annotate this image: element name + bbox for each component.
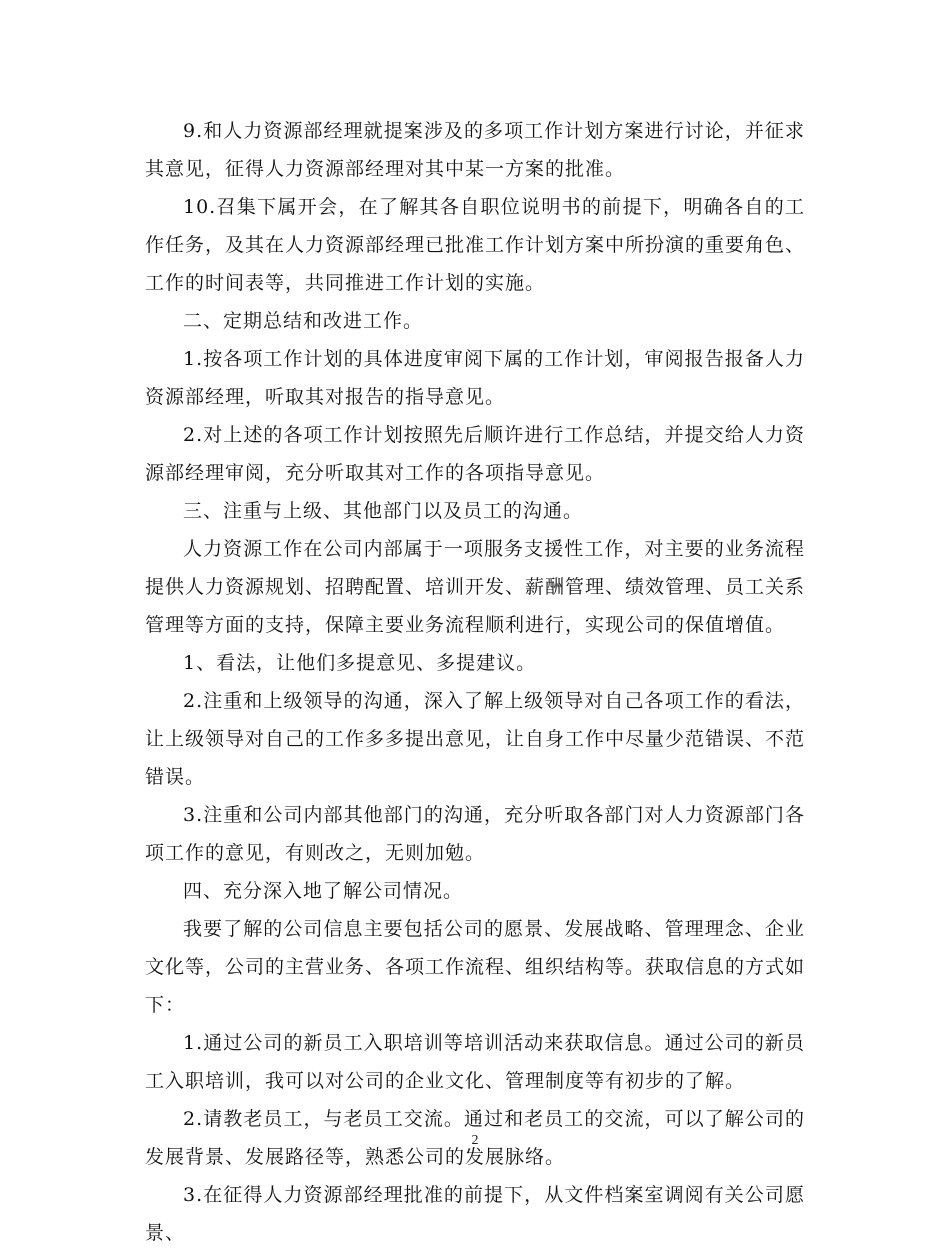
paragraph: 9.和人力资源部经理就提案涉及的多项工作计划方案进行讨论，并征求其意见，征得人力资源部经理对其中某一方案的批准。 [145,120,805,180]
paragraph: 1、看法，让他们多提意见、多提建议。 [183,652,537,674]
paragraph: 1.按各项工作计划的具体进度审阅下属的工作计划，审阅报告报备人力资源部经理，听取其对报告的指导意见。 [145,348,805,408]
paragraph: 2.请教老员工，与老员工交流。通过和老员工的交流，可以了解公司的发展背景、发展路径等，熟悉公司的发展脉络。 [145,1108,805,1168]
paragraph: 1.通过公司的新员工入职培训等培训活动来获取信息。通过公司的新员工入职培训，我可以对公司的企业文化、管理制度等有初步的了解。 [145,1032,805,1092]
section-heading: 四、充分深入地了解公司情况。 [183,880,464,902]
paragraph: 10.召集下属开会，在了解其各自职位说明书的前提下，明确各自的工作任务，及其在人力资源部经理已批准工作计划方案中所扮演的重要角色、工作的时间表等，共同推进工作计划的实施。 [145,196,806,294]
document-body [145,112,805,1252]
paragraph: 3.在征得人力资源部经理批准的前提下，从文件档案室调阅有关公司愿景、 [145,1184,805,1244]
paragraph: 人力资源工作在公司内部属于一项服务支援性工作，对主要的业务流程提供人力资源规划、招聘配置、培训开发、薪酬管理、绩效管理、员工关系管理等方面的支持，保障主要业务流程顺利进行，实现公司的保值增值。 [145,538,806,636]
section-heading: 二、定期总结和改进工作。 [183,310,424,332]
page-number: 2 [471,1133,479,1148]
section-heading: 三、注重与上级、其他部门以及员工的沟通。 [183,500,584,522]
paragraph: 2.注重和上级领导的沟通，深入了解上级领导对自己各项工作的看法，让上级领导对自己的工作多多提出意见，让自身工作中尽量少范错误、不范错误。 [145,690,806,788]
paragraph: 2.对上述的各项工作计划按照先后顺许进行工作总结，并提交给人力资源部经理审阅，充分听取其对工作的各项指导意见。 [145,424,805,484]
paragraph: 3.注重和公司内部其他部门的沟通，充分听取各部门对人力资源部门各项工作的意见，有则改之，无则加勉。 [145,804,805,864]
paragraph: 我要了解的公司信息主要包括公司的愿景、发展战略、管理理念、企业文化等，公司的主营业务、各项工作流程、组织结构等。获取信息的方式如下： [145,918,806,1016]
